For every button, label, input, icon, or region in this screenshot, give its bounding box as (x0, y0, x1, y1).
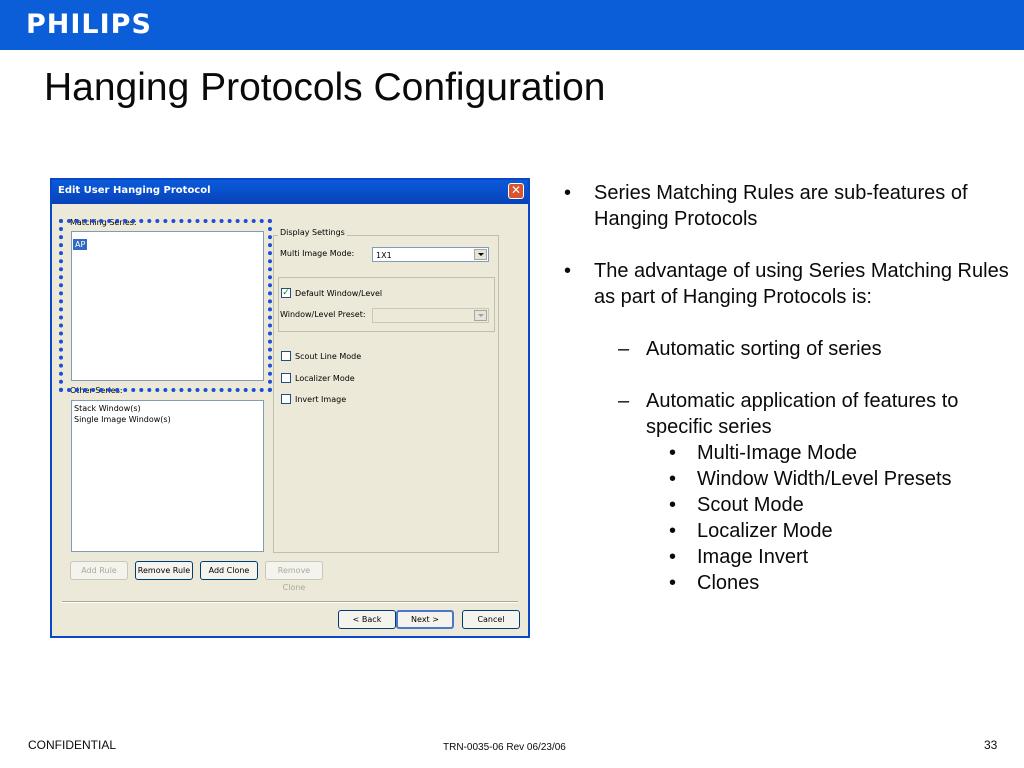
next-button[interactable]: Next > (396, 610, 454, 629)
dash-marker: – (618, 338, 630, 360)
dash-marker: – (618, 390, 630, 412)
default-window-level-label: Default Window/Level (295, 289, 383, 298)
invert-image-label: Invert Image (295, 395, 347, 404)
feature-item: • Scout Mode (669, 494, 804, 516)
add-rule-button[interactable]: Add Rule (70, 561, 128, 580)
dialog-separator (62, 601, 518, 603)
dialog-titlebar[interactable] (52, 180, 528, 204)
cancel-button[interactable]: Cancel (462, 610, 520, 629)
list-item[interactable]: Single Image Window(s) (74, 415, 171, 424)
multi-image-mode-value: 1X1 (376, 251, 392, 260)
bullet-marker: • (564, 182, 572, 204)
header-bar (0, 0, 1024, 50)
list-item[interactable]: Stack Window(s) (74, 404, 141, 413)
footer-document-id: TRN-0035-06 Rev 06/23/06 (443, 742, 566, 753)
footer-confidential: CONFIDENTIAL (28, 738, 117, 752)
localizer-mode-label: Localizer Mode (295, 374, 355, 383)
scout-line-mode-checkbox[interactable] (281, 351, 291, 361)
list-item[interactable]: AP (75, 240, 86, 249)
localizer-mode-checkbox[interactable] (281, 373, 291, 383)
feature-item: • Multi-Image Mode (669, 442, 858, 464)
remove-clone-button[interactable]: Remove Clone (265, 561, 323, 580)
bullet-item: • The advantage of using Series Matching Rules as part of Hanging Protocols is: (564, 260, 1009, 308)
multi-image-mode-select[interactable] (372, 247, 489, 262)
bullet-marker: • (564, 260, 572, 282)
feature-item: • Localizer Mode (669, 520, 833, 542)
scout-line-mode-label: Scout Line Mode (295, 352, 362, 361)
window-level-preset-select[interactable] (372, 308, 489, 323)
display-settings-label: Display Settings (280, 228, 345, 237)
feature-item: • Clones (669, 572, 760, 594)
window-level-group (278, 277, 495, 332)
page-title: Hanging Protocols Configuration (44, 66, 606, 109)
sub-bullet-item: – Automatic sorting of series (618, 338, 882, 360)
matching-series-label: Matching Series: (70, 218, 137, 227)
default-window-level-checkbox[interactable]: ✓ (282, 288, 290, 298)
back-button[interactable]: < Back (338, 610, 396, 629)
add-clone-button[interactable]: Add Clone (200, 561, 258, 580)
bullet-item: • Series Matching Rules are sub-features of Hanging Protocols (564, 182, 968, 230)
window-level-preset-label: Window/Level Preset: (280, 310, 366, 319)
close-icon[interactable]: ✕ (508, 183, 524, 199)
multi-image-mode-label: Multi Image Mode: (280, 249, 355, 258)
feature-item: • Window Width/Level Presets (669, 468, 952, 490)
dialog-title: Edit User Hanging Protocol (58, 185, 211, 196)
remove-rule-button[interactable]: Remove Rule (135, 561, 193, 580)
invert-image-checkbox[interactable] (281, 394, 291, 404)
page-number: 33 (984, 738, 998, 752)
chevron-down-icon[interactable] (474, 310, 487, 321)
other-series-list[interactable] (71, 400, 264, 552)
chevron-down-icon[interactable] (474, 249, 487, 260)
matching-series-highlight (59, 219, 272, 392)
other-series-label: Other Series: (70, 386, 123, 395)
philips-logo: PHILIPS (26, 9, 152, 40)
feature-item: • Image Invert (669, 546, 809, 568)
sub-bullet-item: – Automatic application of features to specific series (618, 390, 959, 438)
bullet-list (560, 180, 1010, 596)
